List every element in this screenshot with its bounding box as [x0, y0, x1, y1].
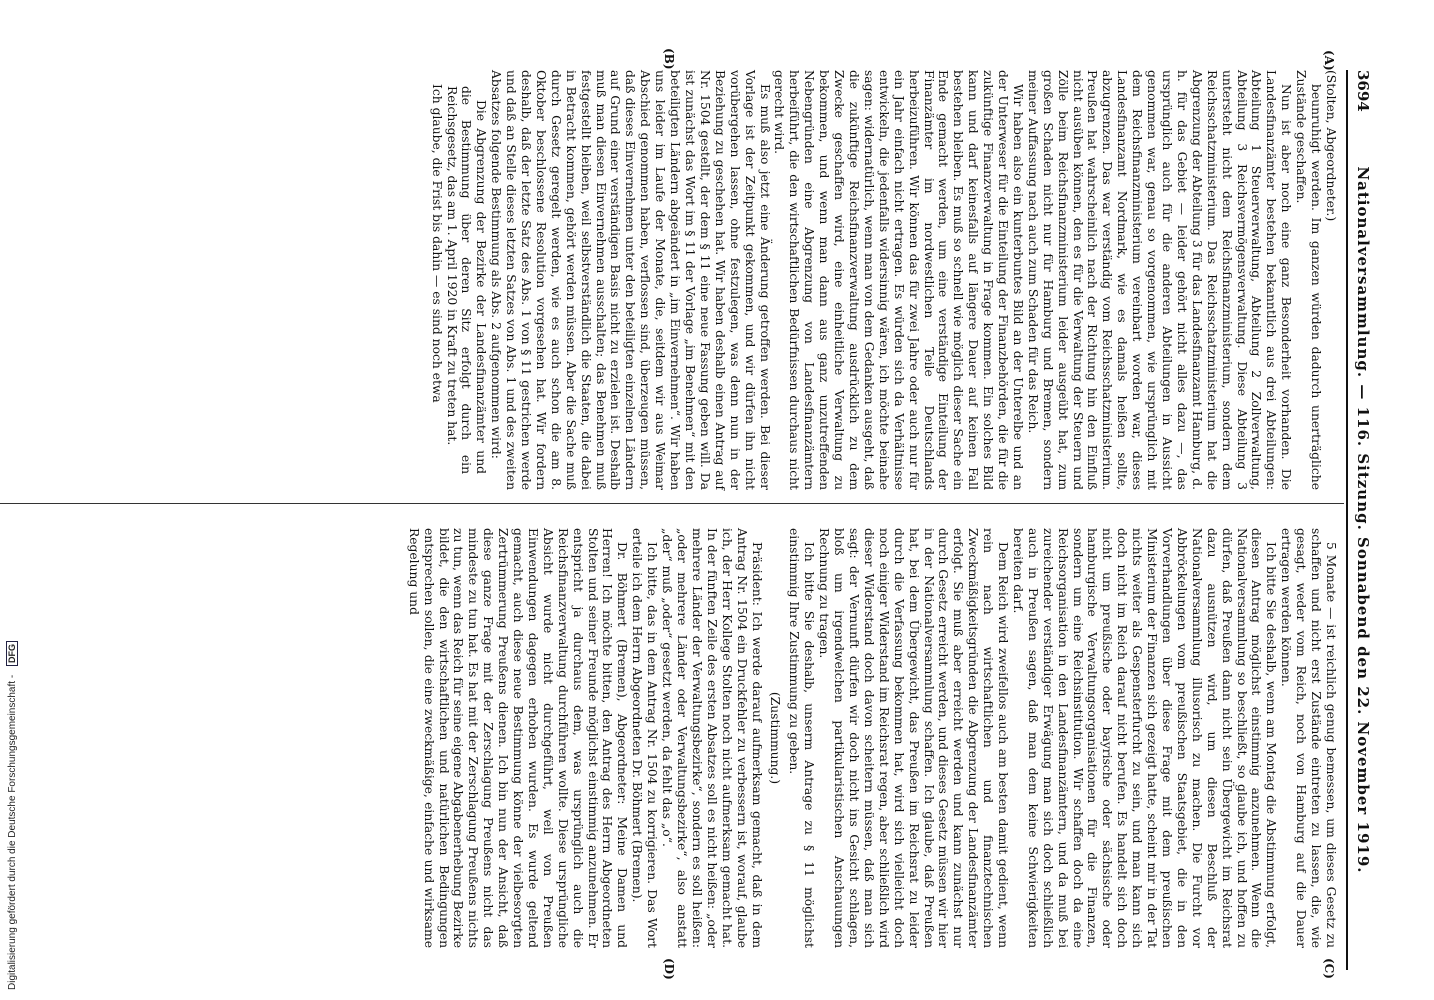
dfg-logo: DFG	[6, 641, 18, 666]
footer-text: Digitalisierung gefördert durch die Deutsche Forschungsgemeinschaft -	[7, 674, 18, 990]
paragraph: Ich bitte Sie deshalb, wenn am Montag die Abstimmung erfolgt, diesen Antrag möglichst einstimmig anzunehmen. Wenn die Nationalversammlung so beschließt, so glaube ich, und hoffen zu dürfen, daß Preußen dann nicht sein Übergewicht im Reichsrat dazu ausnützen wird, um diesen Beschluß der Nationalversammlung illusorisch zu machen. Die Furcht vor Abbröckelungen vom preußischen Staatsgebiet, die in den Vorverhandlungen über diese Frage mit dem preußischen Ministerium der Finanzen sich gezeigt hatte, scheint mir in der Tat nichts weiter als Gespensterfurcht zu sein, und man kann sich doch nicht im Reich darauf nicht berufen. Es handelt sich doch nicht um preußische oder bayrische oder sächsische oder hamburgische Verwaltungsorganisationen für die Finanzen, sondern um eine Reichsinstitution. Wir schaffen doch da eine Reichsorganisation in den Landesfinanzämtern, und da muß bei zureichender verständiger Erwägung man sich doch schließlich auch in Preußen sagen, daß man dem keine Schwierigkeiten bereiten darf.	[1010, 528, 1279, 948]
margin-marker-b: (B)	[662, 48, 676, 70]
paragraph: Die Abgrenzung der Bezirke der Landesfinanzämter und die Bestimmung über deren Sitz erfolgt durch ein Reichsgesetz, das am 1. April 1920 in Kraft zu treten hat.	[444, 86, 489, 474]
page-title: Nationalversammlung. — 116. Sitzung. Sonnabend den 22. November 1919.	[1354, 166, 1372, 874]
footer-credit	[6, 360, 20, 990]
speaker-label: (Stolten, Abgeordneter.)	[1324, 70, 1338, 222]
margin-marker-a: (A)	[1322, 50, 1336, 71]
page-header	[1346, 70, 1376, 970]
paragraph: Ich glaube, die Frist bis dahin — es sind noch etwa	[429, 84, 444, 403]
paragraph: Ich bitte Sie deshalb, unserm Antrage zu § 11 möglichst einstimmig Ihre Zustimmung zu geben.	[787, 528, 817, 948]
paragraph: beunruhigt werden. Im ganzen würden dadurch unerträgliche Zustände geschaffen.	[1294, 70, 1324, 490]
paragraph: Nun ist aber noch eine ganz Besonderheit vorhanden. Die Landesfinanzämter bestehen bekanntlich aus drei Abteilungen: Abteilung 1 Steuerverwaltung, Abteilung 2 Zollverwaltung, Abteilung 3 Reichsvermögensverwaltung. Diese Abteilung 3 untersteht nicht dem Reichsfinanzministerium, sondern dem Reichsschatzministerium. Das Reichsschatzministerium hat die Abgrenzung der Abteilung 3 für das Landesfinanzamt Hamburg, d. h. für das Gebiet — leider gehört nicht alles dazu —, das ursprünglich auch für die anderen Abteilungen in Aussicht genommen war, genau so vorgenommen, wie ursprünglich mit dem Reichsfinanzministerium vereinbart worden war, dieses Landesfinanzamt Nordmark, wie es damals heißen sollte, abzugrenzen. Das war verständig vom Reichsschatzministerium. Preußen hat wahrscheinlich nach der Richtung hin den Einfluß nicht ausüben können, den es für die Verwaltung der Steuern und Zölle beim Reichsfinanzministerium leider ausgeübt hat, zum großen Schaden nicht nur für Hamburg und Bremen, sondern meiner Auffassung nach auch zum Schaden für das Reich.	[1025, 70, 1294, 490]
paragraph: Dem Reich wird zweifellos auch am besten damit gedient, wenn rein nach wirtschaftlichen und finanztechnischen Zweckmäßigkeitsgründen die Abgrenzung der Landesfinanzämter erfolgt. Sie muß aber erreicht werden und kann zunächst nur durch Gesetz erreicht werden, und dieses Gesetz müssen wir hier in der Nationalversammlung schaffen. Ich glaube, daß Preußen hat, bei dem Übergewicht, das Preußen im Reichsrat zu leider durch die Verfassung bekommen hat, wird sich vielleicht doch noch einiger Widerstand im Reichsrat regen, aber schließlich wird dieser Widerstand doch davon scheitern müssen, daß man sich sagt: der Vernunft dürfen wir doch nicht ins Gesicht schlagen, bloß um irgendwelchen partikularistischen Anschauungen Rechnung zu tragen.	[817, 528, 1011, 948]
paragraph: Ich bitte, das in dem Antrag Nr. 1504 zu korrigieren. Das Wort erteile ich dem Herrn Abgeordneten Dr. Böhmert (Bremen).	[630, 528, 660, 948]
interjection: (Zustimmung.)	[768, 691, 783, 785]
paragraph: Es muß also jetzt eine Änderung getroffen werden. Bei dieser Vorlage ist der Zeitpunkt gekommen, und wir dürfen ihn nicht vorübergehen lassen, ohne festzulegen, was denn nun in der Beziehung zu geschehen hat. Wir haben deshalb einen Antrag auf Nr. 1504 gestellt, der dem § 11 eine neue Fassung geben will. Da ist zunächst das Wort im § 11 der Vorlage „im Benehmen“ mit den beteiligten Ländern abgeändert in „im Einvernehmen“. Wir haben uns leider im Laufe der Monate, die, seitdem wir aus Weimar Abschied genommen haben, verflossen sind, überzeugen müssen, daß dieses Einvernehmen unter den beteiligten einzelnen Ländern auf Grund einer verständigen Basis nicht zu erzielen ist. Deshalb muß man diesen Einvernehmen ausschalten; das Benehmen muß festgestellt bleiben, weil selbstverständlich die Staaten, die dabei in Betracht kommen, gehört werden müssen. Aber die Sache muß durch Gesetz geregelt werden, wie es auch schon die am 8. Oktober beschlossene Resolution vorgesehen hat. Wir fordern deshalb, daß der letzte Satz des Abs. 1 von § 11 gestrichen werde und daß an Stelle dieses letzten Satzes von Abs. 1 und des zweiten Absatzes folgende Bestimmung als Abs. 2 aufgenommen wird:	[489, 70, 772, 490]
margin-marker-d: (D)	[662, 958, 676, 980]
paragraph: Dr. Böhmert (Bremen), Abgeordneter: Meine Damen und Herren! Ich möchte bitten, den Antrag des Herrn Abgeordneten Stolten und seiner Freunde möglichst einstimmig anzunehmen. Er entspricht ja durchaus dem, was ursprünglich auch die Reichsfinanzverwaltung durchführen wollte. Diese ursprüngliche Absicht wurde nicht durchgeführt, weil von Preußen Einwendungen dagegen erhoben wurden. Es wurde geltend gemacht, auch diese neue Bestimmung könne der vielbesorgten Zertrümmerung Preußens dienen. Ich bin nun der Ansicht, daß diese ganze Frage mit der Zerschlagung Preußens nicht das mindeste zu tun hat. Es hat mit der Zerschlagung Preußens nichts zu tun, wenn das Reich für seine eigene Abgabenerhebung Bezirke bildet, die den wirtschaftlichen und natürlichen Bedingungen entsprechen sollen, die eine zweckmäßige, einfache und wirksame Regelung und	[406, 528, 630, 948]
paragraph: Präsident: Ich werde darauf aufmerksam gemacht, daß in dem Antrag Nr. 1504 ein Druckfehler zu verbessern ist, worauf, glaube ich, der Herr Kollege Stolten noch nicht aufmerksam gemacht hat. In der fünften Zeile des ersten Absatzes soll es nicht heißen: „oder mehrere Länder der Verwaltungsbezirke“, sondern es soll heißen: „oder mehrere Länder oder Verwaltungsbezirke“, also anstatt „der“ muß „oder“ gesetzt werden, da fehlt das „o“.	[660, 528, 764, 948]
margin-marker-c: (C)	[1322, 958, 1336, 979]
rotated-page-content	[16, 10, 1376, 990]
page-number: 3694	[1354, 70, 1372, 112]
right-text-column	[406, 528, 1338, 948]
left-text-column	[429, 70, 1338, 490]
paragraph: 5 Monate — ist reichlich genug bemessen, um dieses Gesetz zu schaffen und nicht erst Zustände eintreten zu lassen, die, wie gesagt, weder vom Reich, noch von Hamburg auf die Dauer ertragen werden können.	[1279, 528, 1338, 948]
paragraph: Wir haben also ein kunterbuntes Bild an der Unterelbe und an der Unterweser für die Einteilung der Finanzbehörden, die für die zukünftige Finanzverwaltung in Frage kommen. Ein solches Bild kann und darf keinesfalls auf längere Dauer auf keinen Fall bestehen bleiben. Es muß so schnell wie möglich dieser Sache ein Ende gemacht werden, um eine verständige Einteilung der Finanzämter im nordwestlichen Teile Deutschlands herbeizuführen. Wir können das für zwei Jahre oder auch nur für ein Jahr einfach nicht ertragen. Es würden sich da Verhältnisse entwickeln, die jedenfalls widersinnig wären, ich möchte beinahe sagen: widernatürlich, wenn man von dem Gedanken ausgeht, daß die zukünftige Reichsfinanzverwaltung ausdrücklich zu dem Zwecke geschaffen wird, eine einheitliche Verwaltung zu bekommen, und wenn man dann aus ganz unzutreffenden Nebengründen eine Abgrenzung von Landesfinanzämtern herbeiführt, die den wirtschaftlichen Bedürfnissen durchaus nicht gerecht wird.	[772, 70, 1025, 490]
column-divider	[0, 503, 1344, 504]
